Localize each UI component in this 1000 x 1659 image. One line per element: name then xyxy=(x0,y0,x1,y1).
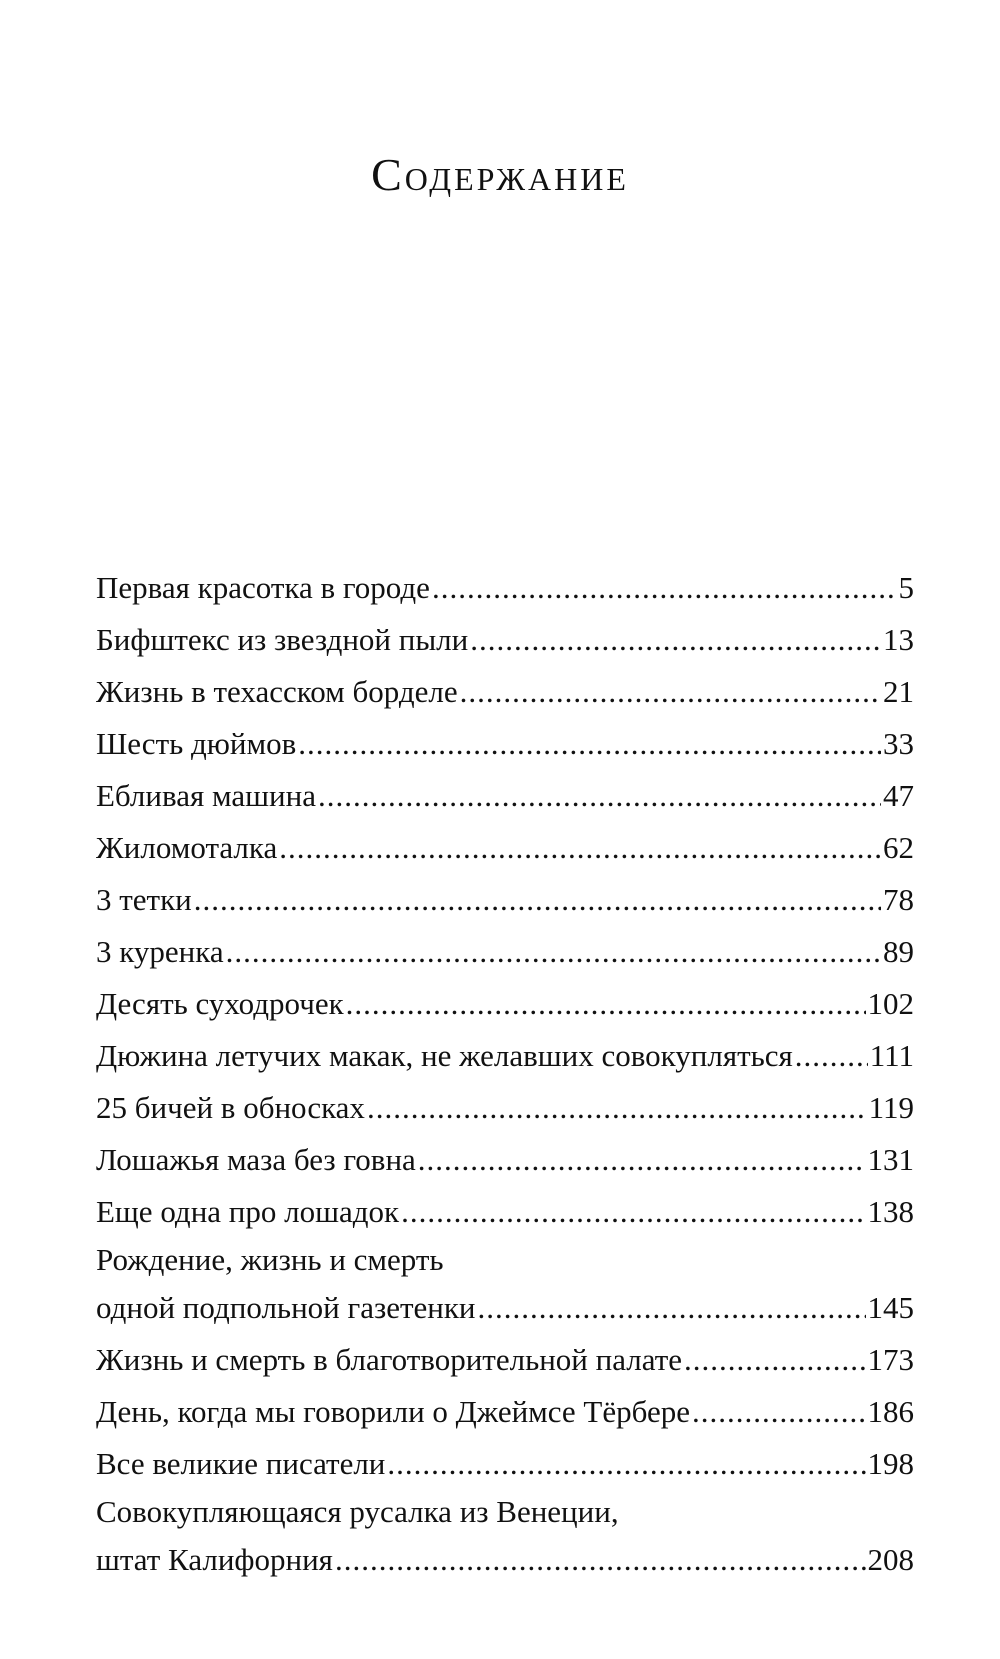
toc-entry xyxy=(96,666,914,718)
toc-entry-title-line2: штат Калифорния xyxy=(96,1542,333,1577)
toc-entry xyxy=(96,718,914,770)
toc-entry-title: 3 куренка xyxy=(96,934,224,969)
dot-leader xyxy=(298,718,881,770)
toc-entry-title: Все великие писатели xyxy=(96,1446,386,1481)
toc-entry xyxy=(96,1490,914,1586)
toc-entry xyxy=(96,1082,914,1134)
toc-entry-page: 131 xyxy=(867,1142,914,1177)
dot-leader xyxy=(226,926,881,978)
dot-leader xyxy=(418,1134,866,1186)
dot-leader xyxy=(432,562,897,614)
toc-entry xyxy=(96,1238,914,1334)
toc-entry xyxy=(96,1134,914,1186)
toc-entry-page: 186 xyxy=(867,1394,914,1429)
toc-entry-title: Жизнь и смерть в благотворительной палате xyxy=(96,1342,683,1377)
dot-leader xyxy=(387,1438,865,1490)
toc-entry xyxy=(96,1386,914,1438)
dot-leader xyxy=(279,822,881,874)
toc-entry xyxy=(96,562,914,614)
toc-entry-title-line1: Рождение, жизнь и смерть xyxy=(96,1242,444,1277)
toc-entry-page: 119 xyxy=(868,1090,914,1125)
toc-entry xyxy=(96,1030,914,1082)
toc-entry-page: 138 xyxy=(867,1194,914,1229)
toc-entry-title: Жиломоталка xyxy=(96,830,278,865)
toc-entry-title: Первая красотка в городе xyxy=(96,570,430,605)
toc-entry xyxy=(96,874,914,926)
toc-entry-title: Ебливая машина xyxy=(96,778,316,813)
toc-entry xyxy=(96,614,914,666)
dot-leader xyxy=(460,666,881,718)
toc-entry-title: День, когда мы говорили о Джеймсе Тёрбере xyxy=(96,1394,691,1429)
dot-leader xyxy=(478,1282,866,1334)
toc-entry-page: 78 xyxy=(883,882,914,917)
dot-leader xyxy=(470,614,881,666)
toc-entry-page: 33 xyxy=(883,726,914,761)
toc-entry-title: 3 тетки xyxy=(96,882,192,917)
toc-entry-title-line1: Совокупляющаяся русалка из Венеции, xyxy=(96,1494,619,1529)
toc-entry-title-line2: одной подпольной газетенки xyxy=(96,1290,476,1325)
toc-entry-page: 13 xyxy=(883,622,914,657)
toc-entry xyxy=(96,1186,914,1238)
toc-entry xyxy=(96,770,914,822)
dot-leader xyxy=(692,1386,865,1438)
toc-entry-page: 102 xyxy=(867,986,914,1021)
toc-entry-title: Лошажья маза без говна xyxy=(96,1142,416,1177)
dot-leader xyxy=(367,1082,867,1134)
toc-entry xyxy=(96,1334,914,1386)
dot-leader xyxy=(795,1030,868,1082)
toc-entry xyxy=(96,1438,914,1490)
toc-entry-page: 111 xyxy=(869,1038,914,1073)
toc-entry-title: Еще одна про лошадок xyxy=(96,1194,400,1229)
toc-entry-page: 208 xyxy=(867,1542,914,1577)
toc-entry-page: 5 xyxy=(898,570,914,605)
toc-entry-title: Шесть дюймов xyxy=(96,726,297,761)
toc-entry-page: 21 xyxy=(883,674,914,709)
dot-leader xyxy=(346,978,866,1030)
toc-entry-title: Дюжина летучих макак, не желавших совокупляться xyxy=(96,1038,793,1073)
table-of-contents xyxy=(96,562,914,1586)
dot-leader xyxy=(401,1186,865,1238)
dot-leader xyxy=(194,874,881,926)
toc-entry xyxy=(96,926,914,978)
toc-entry-title: Бифштекс из звездной пыли xyxy=(96,622,469,657)
toc-entry-page: 173 xyxy=(867,1342,914,1377)
dot-leader xyxy=(335,1534,866,1586)
page-title: Содержание xyxy=(371,149,629,200)
toc-entry-page: 47 xyxy=(883,778,914,813)
toc-entry-title: 25 бичей в обносках xyxy=(96,1090,365,1125)
toc-entry-page: 145 xyxy=(867,1290,914,1325)
toc-entry-page: 62 xyxy=(883,830,914,865)
toc-entry-page: 89 xyxy=(883,934,914,969)
toc-entry xyxy=(96,822,914,874)
toc-entry-title: Жизнь в техасском борделе xyxy=(96,674,458,709)
dot-leader xyxy=(318,770,881,822)
toc-entry xyxy=(96,978,914,1030)
toc-entry-page: 198 xyxy=(867,1446,914,1481)
toc-entry-title: Десять суходрочек xyxy=(96,986,344,1021)
dot-leader xyxy=(684,1334,865,1386)
